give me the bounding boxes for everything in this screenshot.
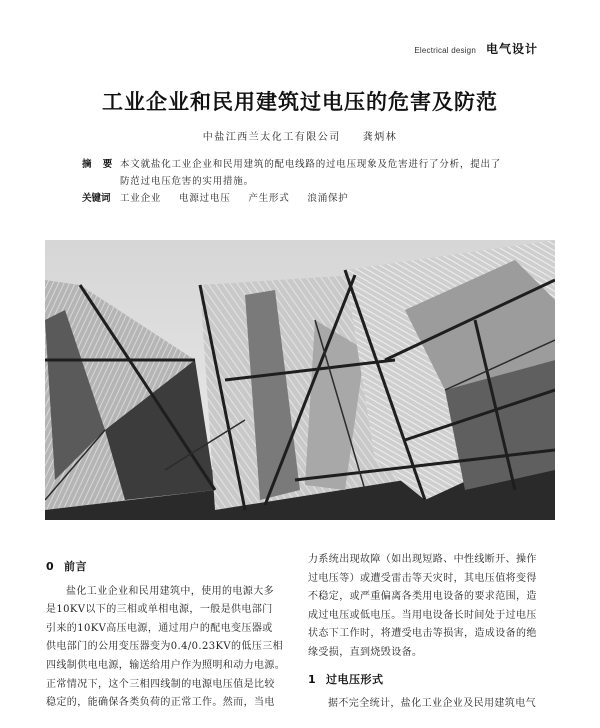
keywords-list bbox=[120, 190, 522, 207]
journal-header bbox=[414, 40, 538, 56]
abstract-label: 摘 要 bbox=[82, 159, 117, 170]
building-photo bbox=[45, 240, 555, 520]
paragraph-line: 四线制供电电源，输送给用户作为照明和动力电源。 bbox=[46, 659, 286, 671]
paragraph-line: 缘受损，直到烧毁设备。 bbox=[308, 646, 423, 658]
paragraph-line: 引来的10KV高压电源，通过用户的配电变压器或 bbox=[46, 622, 273, 634]
author-name: 龚炳林 bbox=[362, 132, 398, 143]
journal-name-en: Electrical design bbox=[414, 46, 476, 55]
paragraph-line: 供电部门的公用变压器变为0.4/0.23KV的低压三相 bbox=[46, 641, 284, 653]
section-number: 0 bbox=[46, 560, 55, 573]
building-photo-icon bbox=[45, 240, 555, 520]
paragraph-line: 稳定的，能确保各类负荷的正常工作。然而，当电 bbox=[46, 697, 275, 709]
right-column bbox=[308, 551, 556, 714]
keyword: 工业企业 bbox=[120, 193, 162, 204]
left-column bbox=[46, 558, 299, 713]
section-title: 过电压形式 bbox=[326, 672, 384, 686]
author-affiliation: 中盐江西兰太化工有限公司 bbox=[202, 132, 341, 143]
paragraph-line: 是10KV以下的三相或单相电源，一般是供电部门 bbox=[46, 604, 273, 616]
keyword: 电源过电压 bbox=[179, 193, 231, 204]
section-heading-overvoltage bbox=[308, 671, 556, 690]
paragraph-line: 盐化工业企业和民用建筑中，使用的电源大多 bbox=[66, 585, 274, 597]
journal-name-cn: 电气设计 bbox=[485, 42, 538, 56]
paragraph-line: 正常情况下，这个三相四线制的电源电压值是比较 bbox=[46, 678, 275, 690]
paragraph-line: 不稳定，或严重偏离各类用电设备的要求范围，造 bbox=[308, 591, 537, 603]
article-title: 工业企业和民用建筑过电压的危害及防范 bbox=[102, 90, 498, 114]
section-heading-intro bbox=[46, 558, 299, 577]
paragraph-line: 据不完全统计，盐化工业企业及民用建筑电气 bbox=[328, 698, 536, 710]
keyword: 产生形式 bbox=[248, 193, 290, 204]
section-number: 1 bbox=[308, 672, 317, 686]
abstract-line: 本文就盐化工业企业和民用建筑的配电线路的过电压现象及危害进行了分析，提出了 bbox=[120, 159, 502, 170]
author-line bbox=[0, 128, 600, 143]
paragraph-line: 状态下工作时，将遭受电击等损害，造成设备的绝 bbox=[308, 628, 537, 640]
abstract-block bbox=[82, 156, 522, 207]
abstract-line: 防范过电压危害的实用措施。 bbox=[120, 176, 254, 187]
paragraph-line: 力系统出现故障（如出现短路、中性线断开、操作 bbox=[308, 554, 537, 565]
paragraph-line: 成过电压或低电压。当用电设备长时间处于过电压 bbox=[308, 609, 537, 621]
section-title: 前言 bbox=[64, 560, 87, 573]
keyword: 浪涌保护 bbox=[307, 193, 349, 204]
paragraph-line: 过电压等）或遭受雷击等天灾时，其电压值将变得 bbox=[308, 572, 537, 584]
keywords-label: 关键词 bbox=[82, 193, 111, 204]
